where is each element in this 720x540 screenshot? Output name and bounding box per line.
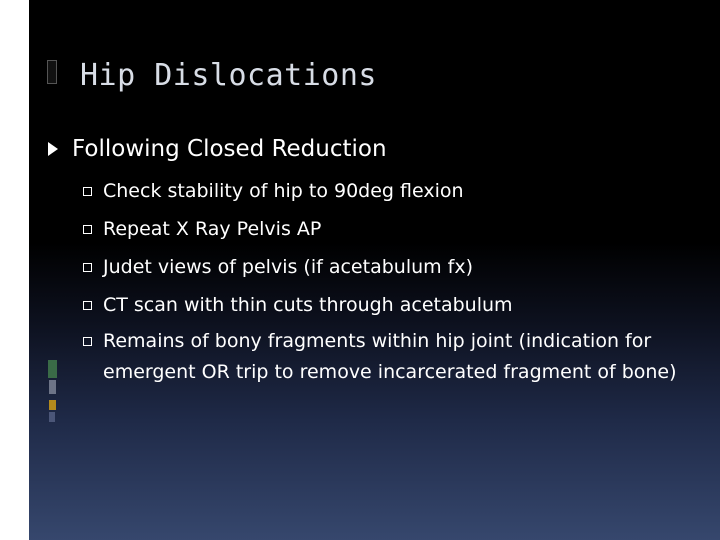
list-item-text: Remains of bony fragments within hip joint (indication for emergent OR trip to remove incarcerated fragment of bone) — [103, 330, 677, 383]
square-bullet-icon — [83, 263, 92, 272]
list-item — [83, 250, 715, 284]
level1-bullet — [48, 136, 387, 162]
list-item-text: Repeat X Ray Pelvis AP — [103, 218, 322, 240]
list-item — [83, 174, 715, 208]
slide-title: Hip Dislocations — [80, 58, 377, 93]
list-item-text: CT scan with thin cuts through acetabulum — [103, 294, 513, 316]
list-item-text: Judet views of pelvis (if acetabulum fx) — [103, 256, 474, 278]
list-item — [83, 326, 715, 388]
bullet-heading: Following Closed Reduction — [72, 136, 387, 162]
square-bullet-icon — [83, 187, 92, 196]
list-item — [83, 288, 715, 322]
list-item — [83, 212, 715, 246]
square-bullet-icon — [83, 225, 92, 234]
square-bullet-icon — [83, 301, 92, 310]
list-item-text: Check stability of hip to 90deg flexion — [103, 180, 464, 202]
square-bullet-icon — [83, 337, 92, 346]
triangle-bullet-icon — [48, 142, 58, 156]
